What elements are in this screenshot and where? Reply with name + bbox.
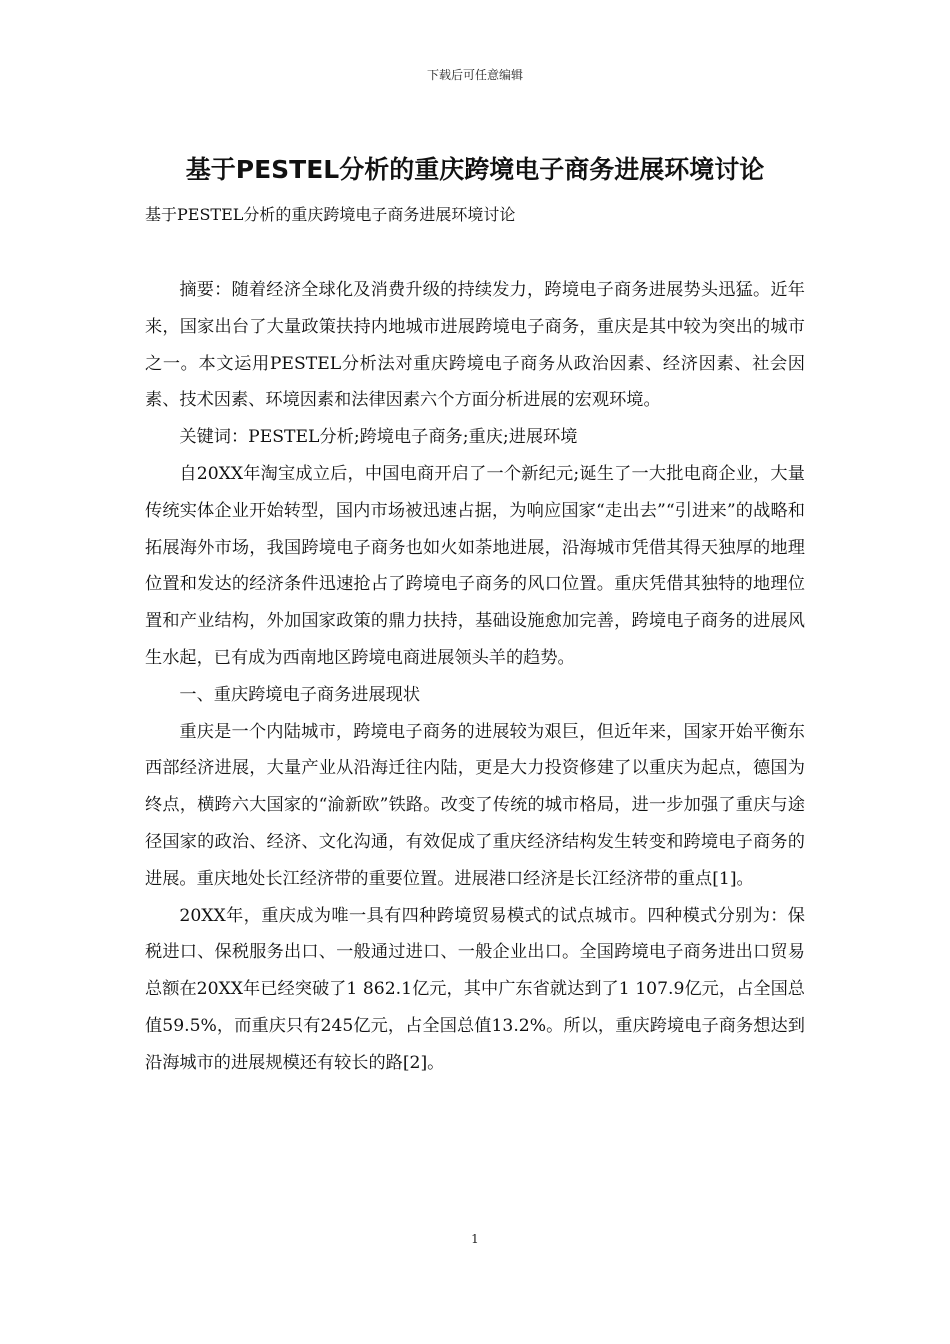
body-paragraph: 重庆是一个内陆城市，跨境电子商务的进展较为艰巨，但近年来，国家开始平衡东西部经济进展，大量产业从沿海迁往内陆，更是大力投资修建了以重庆为起点，德国为终点，横跨六大国家的“渝新欧”铁路。改变了传统的城市格局，进一步加强了重庆与途径国家的政治、经济、文化沟通，有效促成了重庆经济结构发生转变和跨境电子商务的进展。重庆地处长江经济带的重要位置。进展港口经济是长江经济带的重点[1]。	[145, 721, 805, 889]
page-header: 下载后可任意编辑	[426, 68, 523, 82]
keywords-paragraph: 关键词：PESTEL分析;跨境电子商务;重庆;进展环境	[179, 427, 578, 448]
body-paragraph: 20XX年，重庆成为唯一具有四种跨境贸易模式的试点城市。四种模式分别为：保税进口、保税服务出口、一般通过进口、一般企业出口。全国跨境电子商务进出口贸易总额在20XX年已经突破了1 862.1亿元，其中广东省就达到了1 107.9亿元，占全国总值59.5%，而重庆只有245亿元，占全国总值13.2%。所以，重庆跨境电子商务想达到沿海城市的进展规模还有较长的路[2]。	[145, 905, 805, 1073]
abstract-paragraph: 摘要：随着经济全球化及消费升级的持续发力，跨境电子商务进展势头迅猛。近年来，国家出台了大量政策扶持内地城市进展跨境电子商务，重庆是其中较为突出的城市之一。本文运用PESTEL分析法对重庆跨境电子商务从政治因素、经济因素、社会因素、技术因素、环境因素和法律因素六个方面分析进展的宏观环境。	[145, 280, 805, 411]
document-body	[145, 272, 805, 1082]
document-title: 基于PESTEL分析的重庆跨境电子商务进展环境讨论	[185, 155, 765, 184]
section-heading: 一、重庆跨境电子商务进展现状	[179, 684, 421, 705]
intro-paragraph: 自20XX年淘宝成立后，中国电商开启了一个新纪元;诞生了一大批电商企业，大量传统实体企业开始转型，国内市场被迅速占据，为响应国家“走出去”“引进来”的战略和拓展海外市场，我国跨境电子商务也如火如荼地进展，沿海城市凭借其得天独厚的地理位置和发达的经济条件迅速抢占了跨境电子商务的风口位置。重庆凭借其独特的地理位置和产业结构，外加国家政策的鼎力扶持，基础设施愈加完善，跨境电子商务的进展风生水起，已有成为西南地区跨境电商进展领头羊的趋势。	[145, 463, 805, 668]
document-subtitle: 基于PESTEL分析的重庆跨境电子商务进展环境讨论	[145, 205, 516, 224]
page-number: 1	[471, 1232, 479, 1246]
